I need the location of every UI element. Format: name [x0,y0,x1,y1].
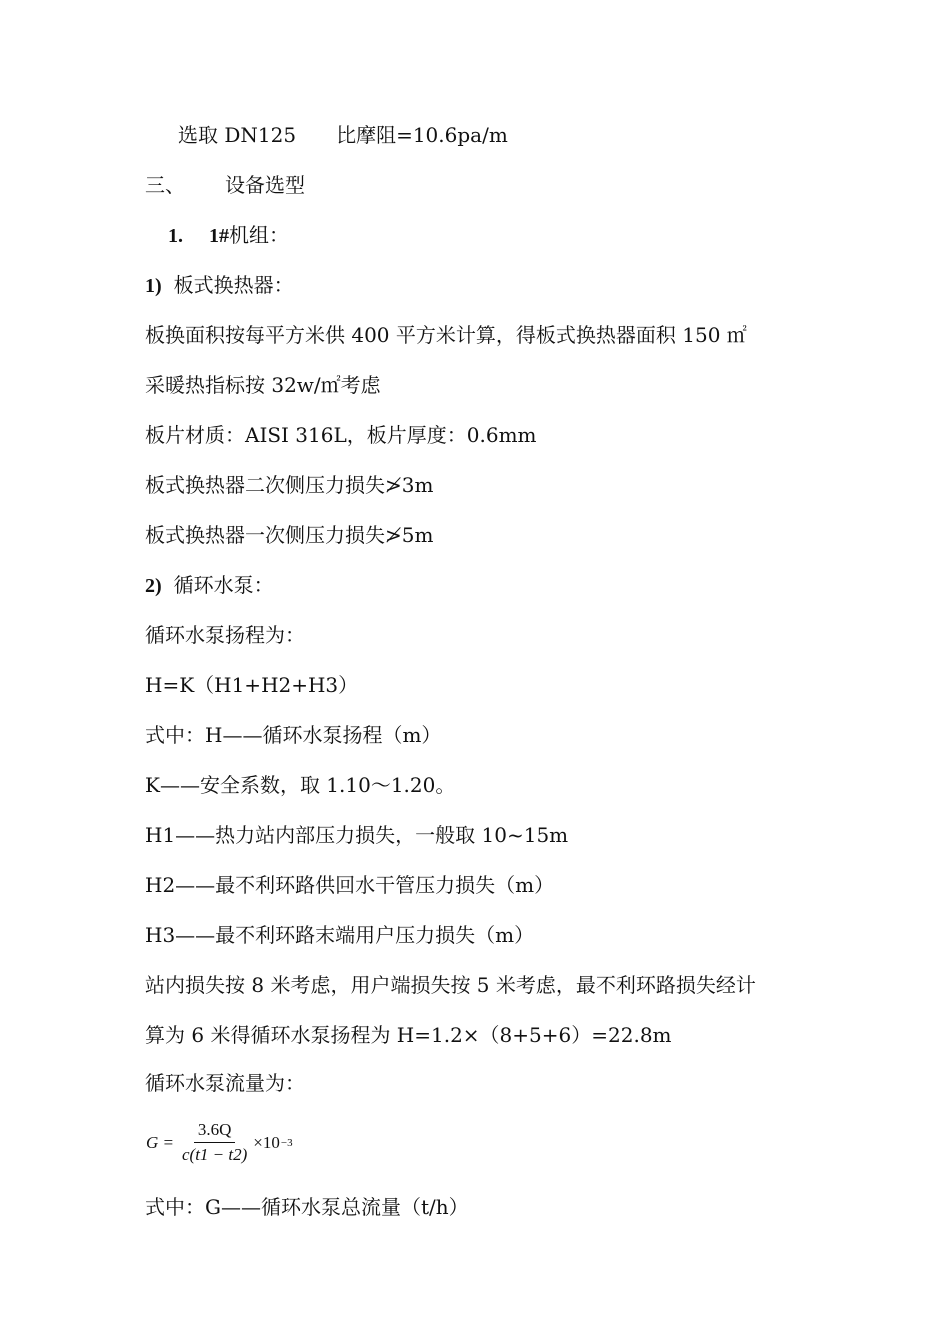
item-number: 1) [145,275,162,297]
paragraph: H3——最不利环路末端用户压力损失（m） [145,923,535,947]
paragraph: 板式换热器一次侧压力损失≯5m [145,523,434,547]
section-heading [145,172,305,198]
paragraph: H1——热力站内部压力损失，一般取 10~15m [145,823,569,847]
head-formula-text: H=K（H1+H2+H3） [145,673,359,697]
formula-numerator: 3.6Q [194,1120,236,1143]
paragraph: 循环水泵流量为： [145,1071,305,1095]
formula-factor: ×10 [253,1132,280,1152]
item-number: 2) [145,575,162,597]
paragraph: 算为 6 米得循环水泵扬程为 H=1.2×（8+5+6）=22.8m [145,1023,672,1047]
formula-exponent: −3 [280,1136,293,1149]
section-number: 三、 [145,173,185,197]
subsection-title: 机组： [229,223,289,247]
flow-formula [146,1120,293,1165]
paragraph: 采暖热指标按 32w/㎡考虑 [145,373,381,397]
section-title: 设备选型 [225,173,305,197]
item-title: 板式换热器： [173,273,294,297]
item-heading-2 [145,572,274,599]
paragraph: 式中：G——循环水泵总流量（t/h） [145,1195,469,1219]
paragraph: 站内损失按 8 米考虑，用户端损失按 5 米考虑，最不利环路损失经计 [145,973,756,997]
paragraph: 式中：H——循环水泵扬程（m） [145,723,442,747]
formula-lhs: G = [146,1132,174,1152]
unit-id: 1# [209,225,229,247]
pipe-selection-line [178,122,508,148]
formula-denominator: c(t1 − t2) [182,1145,248,1164]
subsection-number: 1. [168,225,183,247]
paragraph: H2——最不利环路供回水干管压力损失（m） [145,873,555,897]
formula-fraction [178,1120,251,1165]
paragraph: K——安全系数，取 1.10～1.20。 [145,773,456,797]
paragraph: 板式换热器二次侧压力损失≯3m [145,473,434,497]
paragraph: 板片材质：AISI 316L，板片厚度：0.6mm [145,423,537,447]
paragraph: 循环水泵扬程为： [145,623,305,647]
item-title: 循环水泵： [173,573,274,597]
item-heading-1 [145,272,294,299]
pipe-size-text: 选取 DN125 [178,123,297,147]
friction-text: 比摩阻=10.6pa/m [336,123,508,147]
paragraph: 板换面积按每平方米供 400 平方米计算，得板式换热器面积 150 ㎡ [145,323,747,347]
subsection-heading [168,222,289,249]
